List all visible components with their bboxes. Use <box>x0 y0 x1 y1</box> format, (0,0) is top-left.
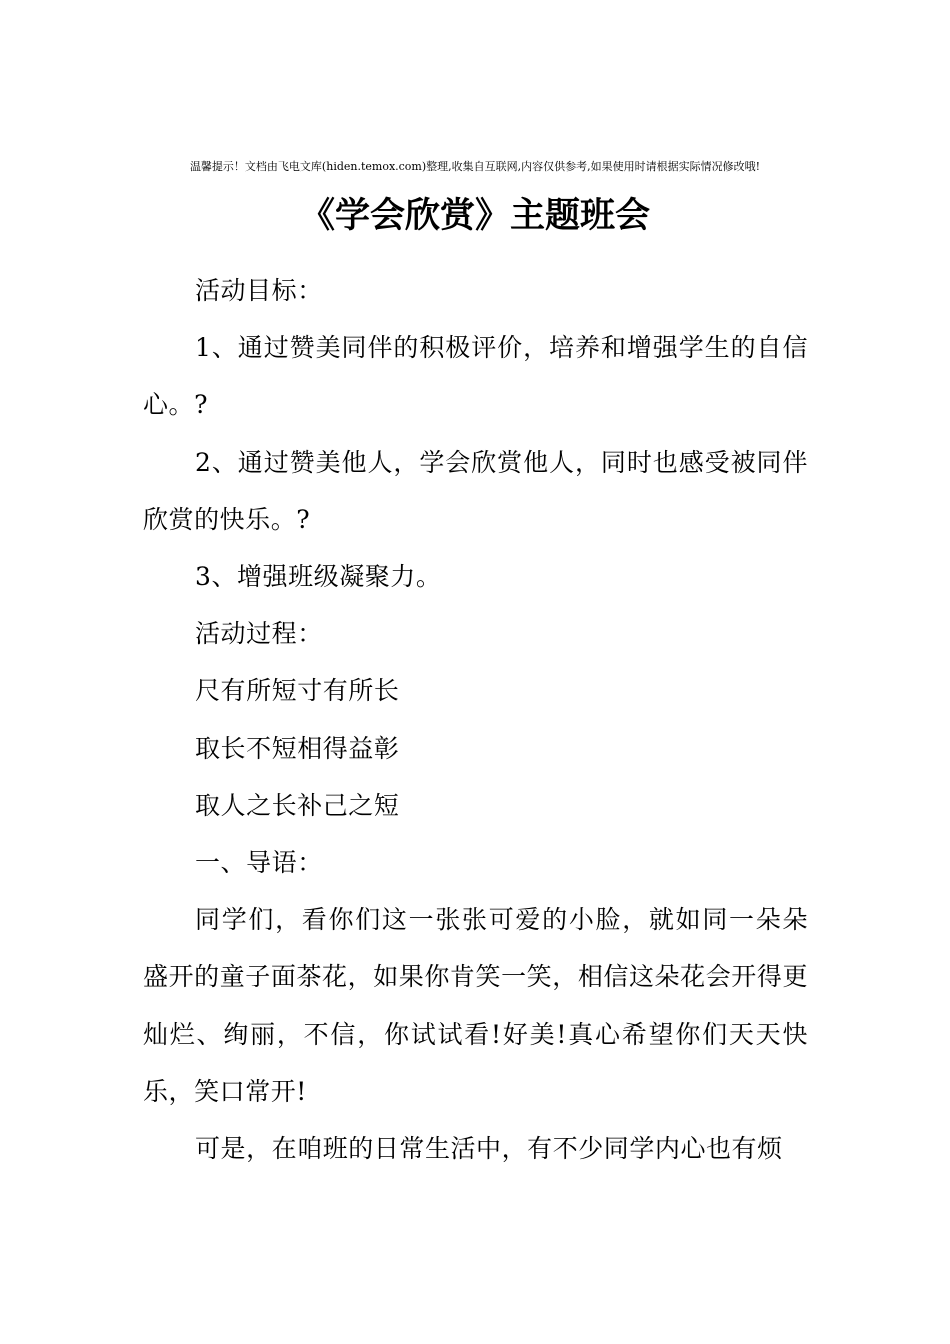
paragraph-intro-heading: 一、导语： <box>195 848 323 878</box>
paragraph-objective-3: 3、增强班级凝聚力。 <box>195 562 442 592</box>
paragraph-motto-2: 取长不短相得益彰 <box>195 733 400 763</box>
paragraph-motto-3: 取人之长补己之短 <box>195 790 400 820</box>
paragraph-intro-text: 同学们，看你们这一张张可爱的小脸，就如同一朵朵盛开的童子面茶花，如果你肯笑一笑，相信这朵花会开得更灿烂、绚丽，不信，你试试看!好美!真心希望你们天天快乐，笑口常开! <box>143 905 808 1106</box>
paragraph-objectives-heading: 活动目标： <box>195 276 323 305</box>
paragraph-objective-1: 1、通过赞美同伴的积极评价，培养和增强学生的自信心。? <box>143 333 808 420</box>
header-note: 温馨提示！文档由飞电文库(hiden.temox.com)整理,收集自互联网,内容仅供参考,如果使用时请根据实际情况修改哦! <box>189 160 761 173</box>
paragraph-objective-2: 2、通过赞美他人，学会欣赏他人，同时也感受被同伴欣赏的快乐。? <box>143 447 808 534</box>
document-body <box>143 262 808 1177</box>
paragraph-continuation: 可是，在咱班的日常生活中，有不少同学内心也有烦 <box>195 1134 783 1164</box>
document-title: 《学会欣赏》主题班会 <box>299 195 650 236</box>
paragraph-process-heading: 活动过程： <box>195 619 323 649</box>
paragraph-motto-1: 尺有所短寸有所长 <box>195 676 400 706</box>
